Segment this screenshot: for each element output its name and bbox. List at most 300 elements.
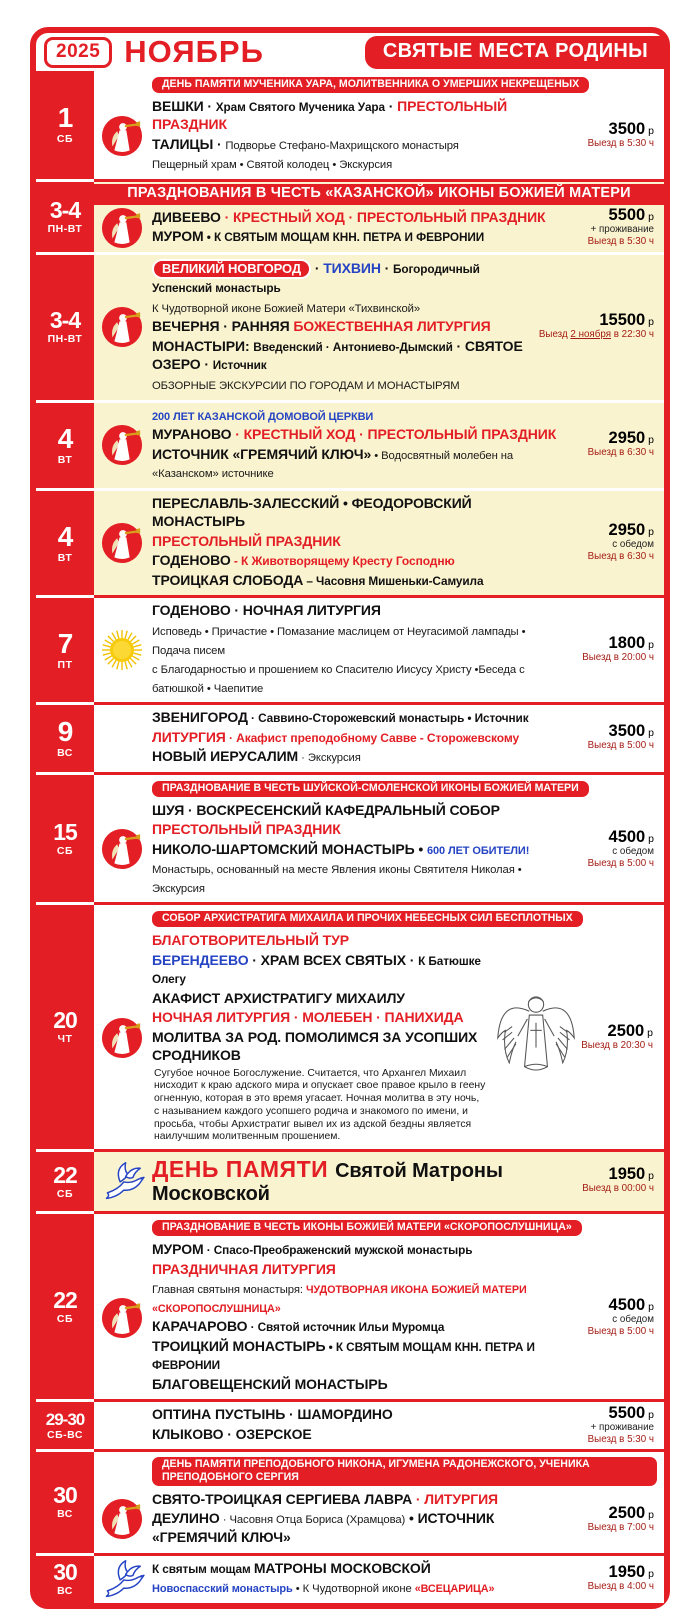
text-span: · [344,208,357,225]
text-line [152,1280,559,1317]
schedule-row [36,705,664,775]
date-cell [36,255,94,403]
row-body [94,257,659,397]
text-span: МУРОМ [152,1241,204,1257]
date-day-label: СБ [56,1187,74,1200]
text-span: Акафист преподобному Савве - Сторожевскому [236,730,520,745]
schedule-row [36,1402,664,1452]
text-line [152,729,559,748]
row-body [94,1404,659,1446]
content-cell [94,1452,664,1555]
date-number: 4 [57,520,73,552]
text-block [150,207,563,249]
text-line [152,1491,559,1510]
date-cell [36,1402,94,1452]
price-currency: р [645,1408,654,1421]
text-span: К Чудотворной иконе Божией Матери «Тихвинской» [152,302,421,315]
price-line [563,1166,654,1183]
text-span: ДЕНЬ ПАМЯТИ [152,1155,336,1182]
angel-trumpet-icon [101,424,143,466]
date-number: 22 [53,1286,77,1313]
text-line [152,136,559,155]
text-span: ВЕЧЕРНЯ · РАННЯЯ [152,318,294,335]
date-number: 15 [53,818,77,845]
year-badge: 2025 [44,37,112,68]
text-line [152,709,559,728]
price-currency: р [645,210,654,223]
row-body [94,207,659,249]
content-cell [94,598,664,705]
price-note-text: Выезд в 5:00 ч [587,857,654,869]
text-span: СВЯТОЕ ОЗЕРО [152,337,523,373]
price-note [563,1422,654,1434]
text-span: · [203,1243,214,1257]
text-span: АКАФИСТ АРХИСТРАТИГУ МИХАИЛУ [152,989,405,1006]
text-span: Богородичный Успенский монастырь [152,261,480,296]
content-cell [94,775,664,905]
text-span: Главная святыня монастыря: [152,1284,306,1297]
price-amount: 2500 [608,1503,646,1522]
date-day-label: ВС [57,1508,73,1521]
text-span: ШУЯ · ВОСКРЕСЕНСКИЙ КАФЕДРАЛЬНЫЙ СОБОР [152,801,500,818]
icon-slot [94,115,150,157]
price-note-text: с обедом [612,1313,654,1325]
text-span: К Животворящему Кресту Господню [241,554,455,569]
text-span: БЛАГОВЕЩЕНСКИЙ МОНАСТЫРЬ [152,1375,388,1392]
text-span: Часовня Отца Бориса (Храмцова) [229,1514,406,1527]
event-banner: ПРАЗДНОВАНИЯ В ЧЕСТЬ «КАЗАНСКОЙ» ИКОНЫ БОЖИЕЙ МАТЕРИ [94,184,664,205]
pilgrimage-poster [30,27,670,1609]
price-block [581,1023,655,1052]
text-line [152,1009,489,1028]
angel-trumpet-icon [101,1017,143,1059]
text-span: ГОДЕНОВО [152,552,231,569]
icon-slot [94,1017,150,1059]
text-span: · [452,337,465,354]
text-span: ПЕРЕСЛАВЛЬ-ЗАЛЕССКИЙ • ФЕОДОРОВСКИЙ МОНАСТЫРЬ [152,494,472,530]
price-block [563,207,659,248]
schedule-row [36,182,664,255]
text-span: ПРАЗДНИЧНАЯ ЛИТУРГИЯ [152,1260,336,1277]
text-span: ИСТОЧНИК «ГРЕМЯЧИЙ КЛЮЧ» [152,445,372,462]
row-body [94,800,659,900]
price-currency: р [645,1508,654,1521]
text-span: Спасо-Преображенский мужской монастырь [213,1243,473,1257]
text-line [152,495,559,532]
date-number: 3-4 [49,307,81,334]
price-block [563,723,659,752]
content-cell [94,905,664,1152]
price-note [563,740,654,752]
price-line [563,1405,654,1422]
price-note-text: Выезд [538,328,571,340]
text-line [152,952,489,989]
dove-icon [98,1558,146,1600]
price-note-text: Выезд в 7:00 ч [587,1521,654,1533]
text-span: · [355,426,368,443]
price-note-text: Выезд в 6:30 ч [587,551,654,563]
text-line [152,932,489,951]
price-currency: р [645,1567,654,1580]
schedule-row [36,905,664,1152]
price-amount: 3500 [608,722,646,741]
text-span: · [298,752,308,765]
text-line [152,155,559,174]
price-block [563,121,659,150]
row-body [94,1239,659,1396]
event-banner-wrap [94,1455,659,1487]
text-line [152,1510,559,1547]
text-span: ТИХВИН [323,259,381,276]
text-span: ВЕЛИКИЙ НОВГОРОД [152,259,311,280]
text-span: ОПТИНА ПУСТЫНЬ · ШАМОРДИНО [152,1406,393,1423]
date-day-label: СБ-ВС [47,1428,83,1441]
price-note [563,858,654,870]
text-span: БЛАГОТВОРИТЕЛЬНЫЙ ТУР [152,931,349,948]
text-span: КЛЫКОВО · ОЗЕРСКОЕ [152,1425,312,1442]
text-line [152,446,559,483]
text-span: ЛИТУРГИЯ [424,1490,498,1507]
price-amount: 3500 [608,120,646,139]
text-span: ДЕУЛИНО [152,1510,220,1527]
text-line [152,318,535,337]
price-note-text: с обедом [612,845,654,857]
date-cell [36,598,94,705]
price-note [539,329,654,341]
price-amount: 2500 [607,1022,645,1041]
text-block [150,600,563,699]
price-currency: р [644,1027,653,1040]
price-note [563,1314,654,1326]
date-number: 30 [53,1559,77,1586]
price-amount: 4500 [608,827,646,846]
date-day-label: ВТ [57,551,73,564]
content-cell [94,1152,664,1214]
text-span: ЗВЕНИГОРОД [152,709,248,726]
date-day-label: СБ [56,1312,74,1325]
month-title: НОЯБРЬ [124,34,264,69]
text-span: КАРАЧАРОВО [152,1318,248,1335]
row-body [94,1489,659,1550]
price-note-text: с обедом [612,538,654,550]
price-line [563,121,654,138]
text-span: ДИВЕЕВО [152,208,221,225]
text-line [152,1318,559,1337]
text-span: - [230,554,241,569]
schedule-row [36,1556,664,1603]
text-span: · [225,730,237,745]
text-line [152,622,559,659]
text-span: КРЕСТНЫЙ ХОД [243,426,356,443]
price-note-text: Выезд в 6:30 ч [587,447,654,458]
price-currency: р [645,434,654,446]
date-cell [36,1452,94,1555]
angel-trumpet-icon [101,207,143,249]
icon-slot [94,828,150,870]
text-line [152,426,559,445]
price-note-text: Выезд в 20:00 ч [582,652,654,664]
price-currency: р [645,1170,654,1183]
text-block [150,1558,563,1600]
row-body [94,1558,659,1600]
angel-trumpet-icon [101,522,143,564]
text-span: ОБЗОРНЫЕ ЭКСКУРСИИ ПО ГОРОДАМ И МОНАСТЫРЯМ [152,379,460,392]
text-span: ЧУДОТВОРНАЯ ИКОНА БОЖИЕЙ МАТЕРИ «СКОРОПОСЛУШНИЦА» [152,1284,527,1315]
date-cell [36,775,94,905]
text-line [152,602,559,621]
date-day-label: ВС [57,747,73,759]
text-span: Монастырь, основанный на месте Явления иконы Святителя Николая • Экскурсия [152,864,522,895]
price-currency: р [645,125,654,138]
price-line [563,1505,654,1522]
icon-slot [94,522,150,564]
text-span: ПРЕСТОЛЬНЫЙ ПРАЗДНИК [152,532,341,549]
text-span: ХРАМ ВСЕХ СВЯТЫХ [260,951,406,968]
text-span: · [384,97,398,114]
schedule-row [36,491,664,599]
text-line [152,1338,559,1375]
text-line [152,802,559,821]
date-number: 29-30 [45,1409,85,1429]
text-span: Пещерный храм • Святой колодец • Экскурсия [152,159,393,172]
price-amount: 4500 [608,1295,646,1314]
price-note-text: + проживание [590,223,654,235]
text-span: · [311,259,324,276]
text-span: КРЕСТНЫЙ ХОД [232,208,345,225]
text-line [152,1241,559,1260]
date-cell [36,905,94,1152]
text-span: БЕРЕНДЕЕВО [152,951,249,968]
text-line [152,552,559,571]
price-block [563,522,659,563]
icon-slot [94,1297,150,1339]
price-note [563,1581,654,1593]
price-block [563,1297,659,1338]
content-cell [94,705,664,775]
text-span: СВЯТО-ТРОИЦКАЯ СЕРГИЕВА ЛАВРА [152,1490,413,1507]
text-line [152,228,559,247]
text-span: Святой Матроны Московской [152,1159,503,1206]
text-span: · [213,135,226,152]
price-amount: 2950 [608,520,646,539]
text-span: Источник [212,358,267,373]
row-body [94,930,659,1146]
date-number: 7 [57,627,73,659]
text-span: МАТРОНЫ МОСКОВСКОЙ [253,1559,431,1576]
date-number: 4 [57,422,73,454]
text-span: • [203,230,214,245]
text-span: · [220,208,233,225]
price-block [563,1405,659,1446]
text-block [150,800,563,900]
date-cell [36,491,94,599]
date-day-label: ВТ [57,453,73,466]
text-span: 200 ЛЕТ КАЗАНСКОЙ ДОМОВОЙ ЦЕРКВИ [152,410,374,423]
price-line [563,829,654,846]
row-body [94,1154,659,1208]
date-number: 30 [53,1482,77,1509]
text-span: ПРЕСТОЛЬНЫЙ ПРАЗДНИК [356,208,546,225]
price-line [581,1023,653,1040]
text-block [150,707,563,769]
text-span: · [405,951,419,968]
price-note-text: Выезд в 5:00 ч [587,1326,654,1338]
text-block [150,257,539,397]
text-span: • [405,1510,418,1527]
archangel-michael-illustration [493,990,579,1086]
price-note [563,1326,654,1338]
price-block [563,1564,659,1593]
text-span: Подворье Стефано-Махрищского монастыря [225,139,459,152]
text-span: • [292,1583,303,1596]
text-line [152,209,559,228]
text-span: К СВЯТЫМ МОЩАМ КНН. ПЕТРА И ФЕВРОНИИ [152,1339,535,1373]
sun-icon [100,628,144,672]
text-span: • [371,449,382,462]
price-currency: р [645,832,654,845]
price-block [539,312,659,341]
price-line [563,207,654,224]
text-line [152,1376,559,1395]
icon-slot [94,628,150,672]
text-line [152,1156,559,1206]
text-line [152,990,489,1009]
content-cell [94,1556,664,1603]
date-cell [36,403,94,491]
text-line [152,338,535,375]
price-note-text: в 22:30 ч [611,328,654,340]
text-span: Источник [474,711,529,726]
event-banner: ДЕНЬ ПАМЯТИ ПРЕПОДОБНОГО НИКОНА, ИГУМЕНА РАДОНЕЖСКОГО, УЧЕНИКА ПРЕПОДОБНОГО СЕРГИЯ [150,1455,659,1487]
text-span: Часовня Мишеньки-Самуила [316,573,484,588]
text-span: Святой источник Ильи Муромца [257,1320,445,1335]
text-line [152,1426,559,1445]
text-span: ТРОИЦКАЯ СЛОБОДА [152,571,304,588]
price-line [563,723,654,740]
text-span: с Благодарностью и прошением ко Спасителю Иисусу Христу •Беседа с батюшкой • Чаепитие [152,664,525,695]
text-span: К Чудотворной иконе [302,1583,415,1596]
icon-slot [94,1558,150,1600]
schedule-row [36,1214,664,1402]
price-currency: р [645,639,654,652]
angel-trumpet-icon [101,1297,143,1339]
icon-slot [94,1160,150,1202]
text-line [152,299,535,318]
text-line [152,1406,559,1425]
dove-icon [98,1160,146,1202]
text-span: Экскурсия [307,752,361,765]
text-span: · [203,97,216,114]
text-span: НОВЫЙ ИЕРУСАЛИМ [152,748,299,765]
schedule-row [36,1452,664,1555]
icon-slot [94,1498,150,1540]
event-banner: СОБОР АРХИСТРАТИГА МИХАИЛА И ПРОЧИХ НЕБЕСНЫХ СИЛ БЕСПЛОТНЫХ [150,909,585,929]
angel-trumpet-icon [101,828,143,870]
date-number: 3-4 [49,196,81,223]
text-span: ТАЛИЦЫ [152,135,214,152]
text-span: • [414,840,427,857]
text-span: К святым мощам [152,1561,254,1576]
date-cell [36,1152,94,1214]
date-cell [36,1214,94,1402]
text-line [152,1029,489,1066]
price-note-text: Выезд в 4:00 ч [587,1580,654,1592]
poster-header [36,33,664,71]
schedule-rows [36,71,664,1603]
text-line [152,748,559,767]
price-block [563,635,659,664]
price-note [563,224,654,236]
text-span: ЛИТУРГИЯ [152,728,226,745]
schedule-row [36,71,664,182]
price-currency: р [645,315,654,328]
text-span: ПРЕСТОЛЬНЫЙ ПРАЗДНИК [152,97,508,133]
price-note-text: Выезд в 5:30 ч [587,138,654,150]
description-paragraph: Сугубое ночное Богослужение. Считается, что Архангел Михаил нисходит к краю адского мира и опускает свое правое крыло в геену огненную, которая в это время угасает. Ночная молитва в эту ночь, с называнием каждого усопшего родича и знакомого по имени, и просьба, чтобы Архистратиг вывел их из адской бездны является наилучшим молитвенным прошением. [154,1067,486,1143]
event-banner-wrap [94,778,659,799]
price-amount: 1950 [608,1165,646,1184]
text-line [152,407,559,426]
text-span: К СВЯТЫМ МОЩАМ КНН. ПЕТРА И ФЕВРОНИИ [213,230,485,245]
content-cell [94,182,664,255]
price-block [563,430,659,459]
price-line [563,430,654,447]
price-note [563,236,654,248]
text-block [150,1489,563,1550]
event-banner-wrap [94,74,659,95]
price-note-text: 2 ноября [570,328,611,340]
schedule-row [36,403,664,491]
price-currency: р [645,1300,654,1313]
price-note [563,551,654,563]
price-block [563,1166,659,1195]
text-block [150,1404,563,1446]
text-span: · [231,426,244,443]
text-span: ПРЕСТОЛЬНЫЙ ПРАЗДНИК [367,426,557,443]
price-amount: 1800 [608,634,646,653]
text-span: · [380,259,394,276]
date-day-label: СБ [56,844,74,857]
schedule-row [36,1152,664,1214]
price-block [563,829,659,870]
content-cell [94,255,664,403]
text-line [152,259,535,298]
text-block [150,1154,563,1208]
text-line [152,660,559,697]
text-span: ТРОИЦКИЙ МОНАСТЫРЬ [152,1337,326,1354]
text-span: · [412,1490,425,1507]
text-line [152,821,559,840]
text-line [152,533,559,552]
price-note [563,539,654,551]
price-note [563,1434,654,1446]
text-span: · [200,356,213,373]
text-span: МУРОМ [152,228,204,245]
date-day-label: ВС [57,1585,73,1598]
date-day-label: СБ [56,133,74,146]
text-span: МУРАНОВО [152,426,232,443]
date-day-label: ПН-ВТ [47,333,83,346]
text-span: • [464,711,475,726]
price-amount: 1950 [608,1562,646,1581]
text-line [152,98,559,135]
date-day-label: ЧТ [57,1033,73,1046]
price-note-text: Выезд в 00:00 ч [582,1183,654,1195]
price-line [563,1564,654,1581]
content-cell [94,1214,664,1402]
text-block [150,96,563,176]
angel-trumpet-icon [101,1498,143,1540]
